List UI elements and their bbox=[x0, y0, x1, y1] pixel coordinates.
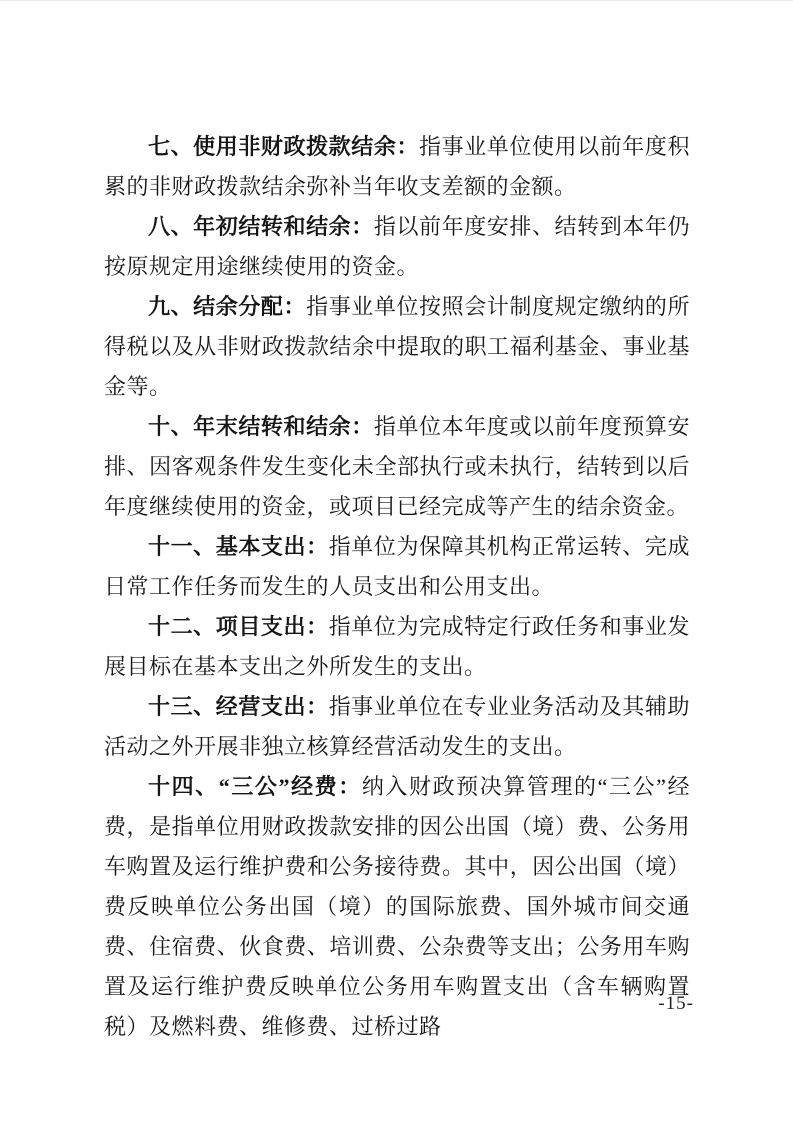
page-number: -15- bbox=[658, 993, 694, 1014]
term-label: 十一、基本支出： bbox=[148, 534, 329, 559]
definition-paragraph-9 bbox=[104, 287, 690, 407]
term-label: 十二、项目支出： bbox=[148, 614, 329, 639]
document-body bbox=[104, 127, 690, 1047]
term-label: 九、结余分配： bbox=[148, 294, 307, 319]
definition-paragraph-7 bbox=[104, 127, 690, 207]
term-definition: 指单位为保障其机构正常运转、完成日常工作任务而发生的人员支出和公用支出。 bbox=[104, 534, 690, 599]
term-label: 八、年初结转和结余： bbox=[148, 214, 374, 239]
term-definition: 指以前年度安排、结转到本年仍按原规定用途继续使用的资金。 bbox=[104, 214, 690, 279]
term-definition: 指事业单位使用以前年度积累的非财政拨款结余弥补当年收支差额的金额。 bbox=[104, 134, 690, 199]
term-label: 十、年末结转和结余： bbox=[148, 414, 374, 439]
term-definition: 指事业单位按照会计制度规定缴纳的所得税以及从非财政拨款结余中提取的职工福利基金、事业基金等。 bbox=[104, 294, 690, 399]
term-label: 七、使用非财政拨款结余： bbox=[148, 134, 420, 159]
definition-paragraph-8 bbox=[104, 207, 690, 287]
definition-paragraph-13 bbox=[104, 687, 690, 767]
term-label: 十四、“三公”经费： bbox=[148, 774, 362, 799]
term-definition: 指单位为完成特定行政任务和事业发展目标在基本支出之外所发生的支出。 bbox=[104, 614, 690, 679]
definition-paragraph-14 bbox=[104, 767, 690, 1047]
term-definition: 纳入财政预决算管理的“三公”经费，是指单位用财政拨款安排的因公出国（境）费、公务用车购置及运行维护费和公务接待费。其中，因公出国（境）费反映单位公务出国（境）的国际旅费、国外城市间交通费、住宿费、伙食费、培训费、公杂费等支出；公务用车购置及运行维护费反映单位公务用车购置支出（含车辆购置税）及燃料费、维修费、过桥过路 bbox=[104, 774, 690, 1039]
definition-paragraph-12 bbox=[104, 607, 690, 687]
term-definition: 指事业单位在专业业务活动及其辅助活动之外开展非独立核算经营活动发生的支出。 bbox=[104, 694, 690, 759]
definition-paragraph-11 bbox=[104, 527, 690, 607]
term-label: 十三、经营支出： bbox=[148, 694, 329, 719]
term-definition: 指单位本年度或以前年度预算安排、因客观条件发生变化未全部执行或未执行，结转到以后年度继续使用的资金，或项目已经完成等产生的结余资金。 bbox=[104, 414, 690, 519]
definition-paragraph-10 bbox=[104, 407, 690, 527]
